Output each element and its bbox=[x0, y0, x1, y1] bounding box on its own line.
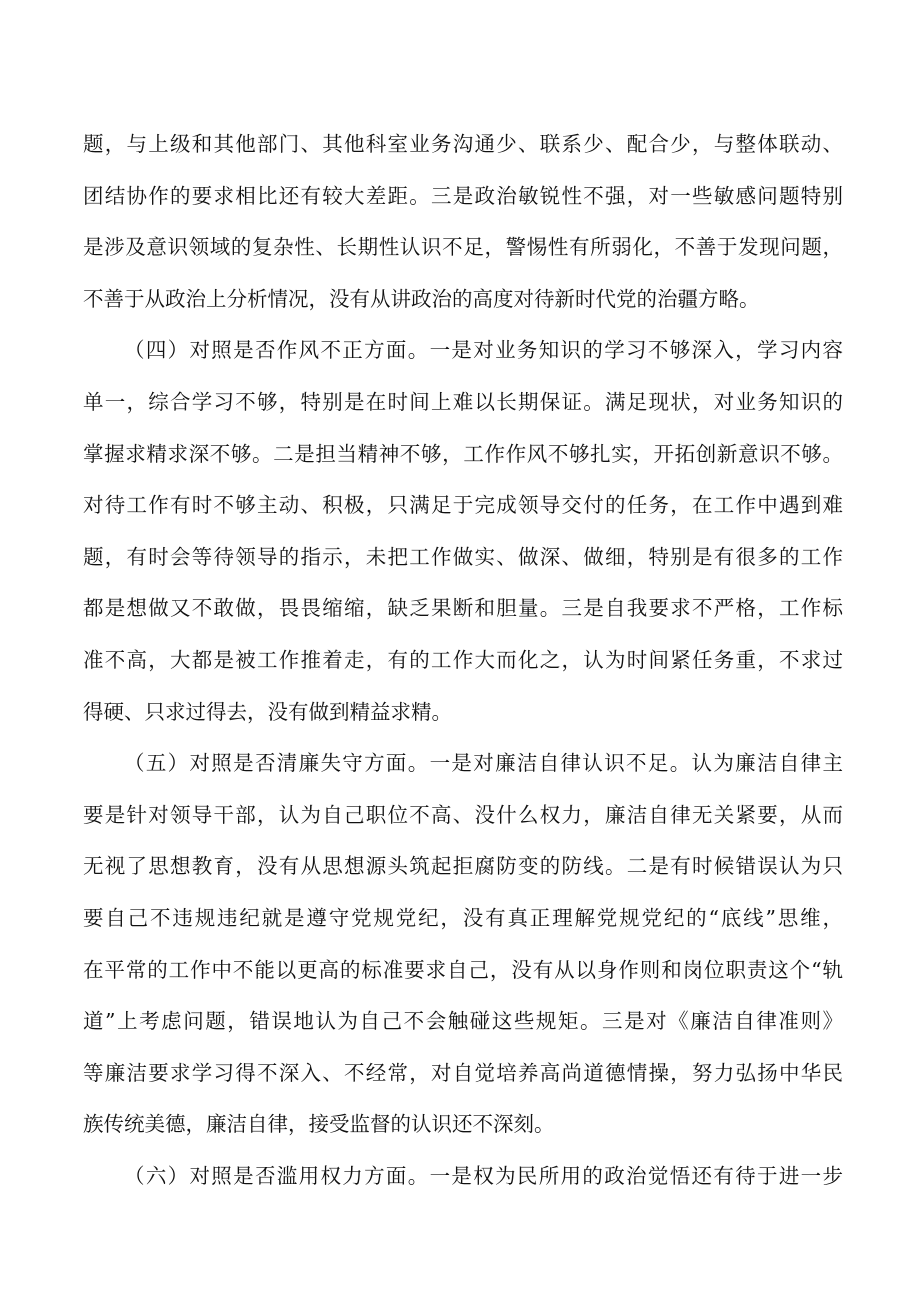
text-line: 准不高，大都是被工作推着走，有的工作大而化之，认为时间紧任务重，不求过 bbox=[83, 647, 843, 672]
text-line: （五）对照是否清廉失守方面。一是对廉洁自律认识不足。认为廉洁自律主 bbox=[124, 751, 843, 776]
text-line: 团结协作的要求相比还有较大差距。三是政治敏锐性不强，对一些敏感问题特别 bbox=[83, 183, 843, 208]
text-line: 题，有时会等待领导的指示，未把工作做实、做深、做细，特别是有很多的工作 bbox=[83, 544, 843, 569]
text-line: 单一，综合学习不够，特别是在时间上难以长期保证。满足现状，对业务知识的 bbox=[83, 389, 843, 414]
text-line: 不善于从政治上分析情况，没有从讲政治的高度对待新时代党的治疆方略。 bbox=[83, 286, 760, 311]
text-line: 道”上考虑问题，错误地认为自己不会触碰这些规矩。三是对《廉洁自律准则》 bbox=[83, 1009, 843, 1034]
text-line: （四）对照是否作风不正方面。一是对业务知识的学习不够深入，学习内容 bbox=[124, 338, 843, 363]
text-line: 都是想做又不敢做，畏畏缩缩，缺乏果断和胆量。三是自我要求不严格，工作标 bbox=[83, 596, 843, 621]
text-line: 得硬、只求过得去，没有做到精益求精。 bbox=[83, 699, 452, 724]
text-line: 对待工作有时不够主动、积极，只满足于完成领导交付的任务，在工作中遇到难 bbox=[83, 493, 843, 518]
text-line: 是涉及意识领域的复杂性、长期性认识不足，警惕性有所弱化，不善于发现问题， bbox=[83, 235, 843, 260]
text-line: 族传统美德，廉洁自律，接受监督的认识还不深刻。 bbox=[83, 1112, 555, 1137]
text-line: 在平常的工作中不能以更高的标准要求自己，没有从以身作则和岗位职责这个“轨 bbox=[83, 957, 843, 982]
text-line: 等廉洁要求学习得不深入、不经常，对自觉培养高尚道德情操，努力弘扬中华民 bbox=[83, 1060, 843, 1085]
text-line: 掌握求精求深不够。二是担当精神不够，工作作风不够扎实，开拓创新意识不够。 bbox=[83, 441, 843, 466]
document-body bbox=[83, 124, 843, 1207]
text-line: （六）对照是否滥用权力方面。一是权为民所用的政治觉悟还有待于进一步 bbox=[124, 1163, 843, 1188]
text-line: 无视了思想教育，没有从思想源头筑起拒腐防变的防线。二是有时候错误认为只 bbox=[83, 854, 843, 879]
text-line: 要自己不违规违纪就是遵守党规党纪，没有真正理解党规党纪的“底线”思维， bbox=[83, 905, 843, 930]
text-line: 题，与上级和其他部门、其他科室业务沟通少、联系少、配合少，与整体联动、 bbox=[83, 132, 843, 156]
text-line: 要是针对领导干部，认为自己职位不高、没什么权力，廉洁自律无关紧要，从而 bbox=[83, 802, 843, 827]
